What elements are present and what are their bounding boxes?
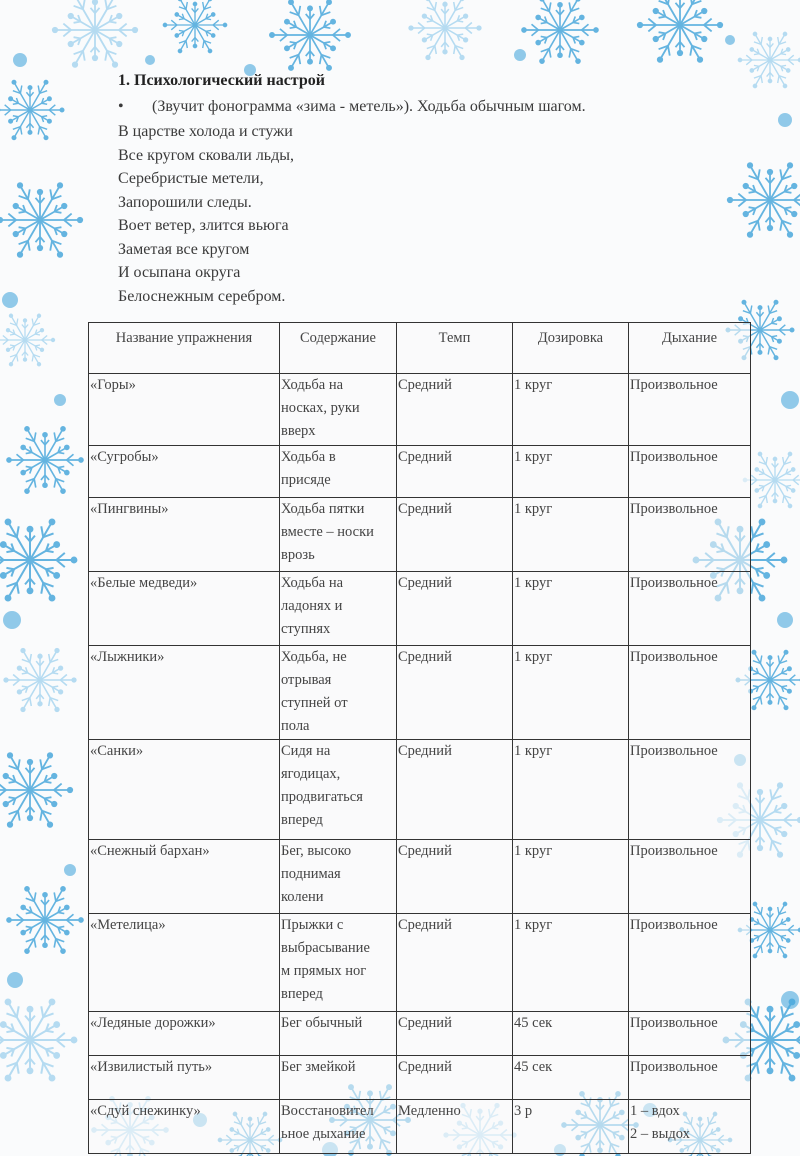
content-cell-text: Ходьба в — [281, 449, 336, 465]
exercise-name-cell-text: «Снежный бархан» — [90, 843, 210, 859]
breath-cell — [629, 572, 751, 646]
content-cell — [280, 374, 397, 446]
breath-cell-text: Произвольное — [630, 743, 718, 759]
dose-cell — [513, 498, 629, 572]
content-cell — [280, 572, 397, 646]
content-cell-text: ступнях — [281, 621, 331, 637]
table-row — [89, 446, 751, 498]
tempo-cell — [397, 572, 513, 646]
section-heading: 1. Психологический настрой — [118, 72, 325, 89]
exercise-name-cell — [89, 914, 280, 1012]
breath-cell — [629, 1056, 751, 1100]
content-cell-text: Ходьба на — [281, 377, 344, 393]
content-cell-text: поднимая — [281, 866, 341, 882]
breath-cell-text: Произвольное — [630, 501, 718, 517]
bullet-icon: • — [118, 98, 124, 115]
tempo-cell — [397, 498, 513, 572]
tempo-cell-text: Средний — [398, 1059, 452, 1075]
dose-cell — [513, 572, 629, 646]
tempo-cell-text: Средний — [398, 501, 452, 517]
breath-cell — [629, 446, 751, 498]
dose-cell-text: 1 круг — [514, 843, 553, 859]
dose-cell — [513, 914, 629, 1012]
content-cell — [280, 1100, 397, 1154]
content-cell-text: носках, руки — [281, 400, 360, 416]
content-cell — [280, 1012, 397, 1056]
content-cell-text: выбрасывание — [281, 940, 370, 956]
breath-cell-text: Произвольное — [630, 1059, 718, 1075]
content-cell-text: вперед — [281, 812, 323, 828]
content-cell-text: Бег обычный — [281, 1015, 363, 1031]
content-cell-text: вместе – носки — [281, 524, 374, 540]
content-cell-text: Ходьба пятки — [281, 501, 365, 517]
tempo-cell — [397, 646, 513, 740]
tempo-cell-text: Средний — [398, 1015, 452, 1031]
table-row — [89, 1056, 751, 1100]
content-cell-text: отрывая — [281, 672, 332, 688]
exercise-name-cell-text: «Ледяные дорожки» — [90, 1015, 216, 1031]
dose-cell — [513, 1012, 629, 1056]
dose-cell — [513, 446, 629, 498]
header-cell: Дыхание — [629, 323, 751, 374]
breath-cell-text: Произвольное — [630, 917, 718, 933]
breath-cell — [629, 740, 751, 840]
breath-cell — [629, 498, 751, 572]
poem-line: Запорошили следы. — [118, 193, 252, 211]
exercise-name-cell — [89, 1012, 280, 1056]
tempo-cell — [397, 446, 513, 498]
exercise-name-cell — [89, 740, 280, 840]
exercise-name-cell — [89, 1100, 280, 1154]
exercise-name-cell — [89, 446, 280, 498]
exercise-name-cell — [89, 498, 280, 572]
tempo-cell-text: Средний — [398, 917, 452, 933]
tempo-cell-text: Средний — [398, 843, 452, 859]
content-cell-text: Бег, высоко — [281, 843, 352, 859]
content-cell — [280, 740, 397, 840]
exercise-table — [88, 322, 751, 1154]
tempo-cell — [397, 914, 513, 1012]
breath-cell — [629, 374, 751, 446]
dose-cell-text: 1 круг — [514, 501, 553, 517]
poem-line: И осыпана округа — [118, 264, 241, 281]
breath-cell-text: Произвольное — [630, 843, 718, 859]
tempo-cell — [397, 840, 513, 914]
exercise-name-cell-text: «Сугробы» — [90, 449, 159, 465]
tempo-cell — [397, 374, 513, 446]
dose-cell — [513, 1100, 629, 1154]
breath-cell — [629, 1100, 751, 1154]
dose-cell-text: 1 круг — [514, 917, 553, 933]
poem-line: Воет ветер, злится вьюга — [118, 217, 289, 234]
dose-cell-text: 1 круг — [514, 377, 553, 393]
content-cell-text: Сидя на — [281, 743, 331, 759]
content-cell — [280, 1056, 397, 1100]
dose-cell — [513, 374, 629, 446]
breath-cell — [629, 914, 751, 1012]
exercise-name-cell — [89, 646, 280, 740]
dose-cell — [513, 1056, 629, 1100]
tempo-cell — [397, 1012, 513, 1056]
content-cell-text: Ходьба на — [281, 575, 344, 591]
content-cell-text: ьное дыхание — [281, 1126, 366, 1142]
content-cell-text: колени — [281, 889, 324, 905]
content-cell — [280, 840, 397, 914]
breath-cell-text: Произвольное — [630, 649, 718, 665]
header-cell: Темп — [397, 323, 513, 374]
content-cell-text: м прямых ног — [281, 963, 367, 979]
exercise-name-cell — [89, 374, 280, 446]
content-cell-text: Прыжки с — [281, 917, 344, 933]
content-cell-text: Ходьба, не — [281, 649, 347, 665]
tempo-cell-text: Средний — [398, 649, 452, 665]
breath-cell — [629, 840, 751, 914]
exercise-name-cell-text: «Санки» — [90, 743, 144, 759]
content-cell — [280, 914, 397, 1012]
table-row — [89, 1012, 751, 1056]
content-cell-text: продвигаться — [281, 789, 363, 805]
header-cell: Название упражнения — [89, 323, 280, 374]
tempo-cell — [397, 1100, 513, 1154]
breath-cell — [629, 646, 751, 740]
poem-line: Серебристые метели, — [118, 170, 264, 187]
exercise-name-cell-text: «Метелица» — [90, 917, 166, 933]
dose-cell — [513, 840, 629, 914]
exercise-name-cell — [89, 840, 280, 914]
content-cell-text: Бег змейкой — [281, 1059, 356, 1075]
content-cell — [280, 446, 397, 498]
dose-cell-text: 45 сек — [514, 1015, 553, 1031]
table-row — [89, 914, 751, 1012]
content-cell-text: ладонях и — [281, 598, 343, 614]
header-cell: Содержание — [280, 323, 397, 374]
dose-cell-text: 1 круг — [514, 449, 553, 465]
dose-cell-text: 1 круг — [514, 649, 553, 665]
content-cell-text: врозь — [281, 547, 315, 563]
tempo-cell-text: Средний — [398, 377, 452, 393]
table-row — [89, 740, 751, 840]
table-row — [89, 572, 751, 646]
exercise-name-cell-text: «Пингвины» — [90, 501, 169, 517]
exercise-name-cell-text: «Лыжники» — [90, 649, 165, 665]
tempo-cell-text: Средний — [398, 743, 452, 759]
table-header-row — [89, 323, 751, 374]
poem — [118, 120, 294, 308]
tempo-cell-text: Средний — [398, 449, 452, 465]
poem-line: В царстве холода и стужи — [118, 123, 293, 140]
dose-cell-text: 1 круг — [514, 743, 553, 759]
dose-cell-text: 1 круг — [514, 575, 553, 591]
breath-cell-text: Произвольное — [630, 449, 718, 465]
dose-cell — [513, 646, 629, 740]
content-cell-text: вверх — [281, 423, 316, 439]
breath-cell-text: Произвольное — [630, 377, 718, 393]
exercise-name-cell-text: «Белые медведи» — [90, 575, 198, 591]
dose-cell-text: 45 сек — [514, 1059, 553, 1075]
tempo-cell — [397, 740, 513, 840]
table-row — [89, 646, 751, 740]
content-cell-text: присяде — [281, 472, 331, 488]
tempo-cell-text: Медленно — [398, 1103, 461, 1119]
table-row — [89, 1100, 751, 1154]
table-row — [89, 498, 751, 572]
exercise-name-cell-text: «Извилистый путь» — [90, 1059, 213, 1075]
breath-cell-text: Произвольное — [630, 1015, 718, 1031]
breath-cell-text: 1 – вдох — [630, 1103, 680, 1119]
exercise-name-cell — [89, 572, 280, 646]
dose-cell — [513, 740, 629, 840]
bullet-text: (Звучит фонограмма «зима - метель»). Ходьба обычным шагом. — [152, 98, 586, 115]
bullet-item — [118, 98, 586, 116]
poem-line: Белоснежным серебром. — [118, 287, 286, 305]
header-cell: Дозировка — [513, 323, 629, 374]
content-cell-text: ступней от — [281, 695, 348, 711]
tempo-cell — [397, 1056, 513, 1100]
dose-cell-text: 3 р — [514, 1103, 533, 1119]
exercise-name-cell-text: «Горы» — [90, 377, 136, 393]
content-cell — [280, 646, 397, 740]
table-row — [89, 840, 751, 914]
poem-line: Все кругом сковали льды, — [118, 146, 294, 164]
breath-cell-text: 2 – выдох — [630, 1126, 690, 1142]
content-cell — [280, 498, 397, 572]
breath-cell — [629, 1012, 751, 1056]
breath-cell-text: Произвольное — [630, 575, 718, 591]
content-cell-text: Восстановител — [281, 1103, 374, 1119]
content-cell-text: пола — [281, 718, 310, 734]
table-row — [89, 374, 751, 446]
content-cell-text: вперед — [281, 986, 323, 1002]
content-cell-text: ягодицах, — [281, 766, 341, 782]
poem-line: Заметая все кругом — [118, 240, 250, 258]
tempo-cell-text: Средний — [398, 575, 452, 591]
exercise-name-cell-text: «Сдуй снежинку» — [90, 1103, 201, 1119]
exercise-name-cell — [89, 1056, 280, 1100]
